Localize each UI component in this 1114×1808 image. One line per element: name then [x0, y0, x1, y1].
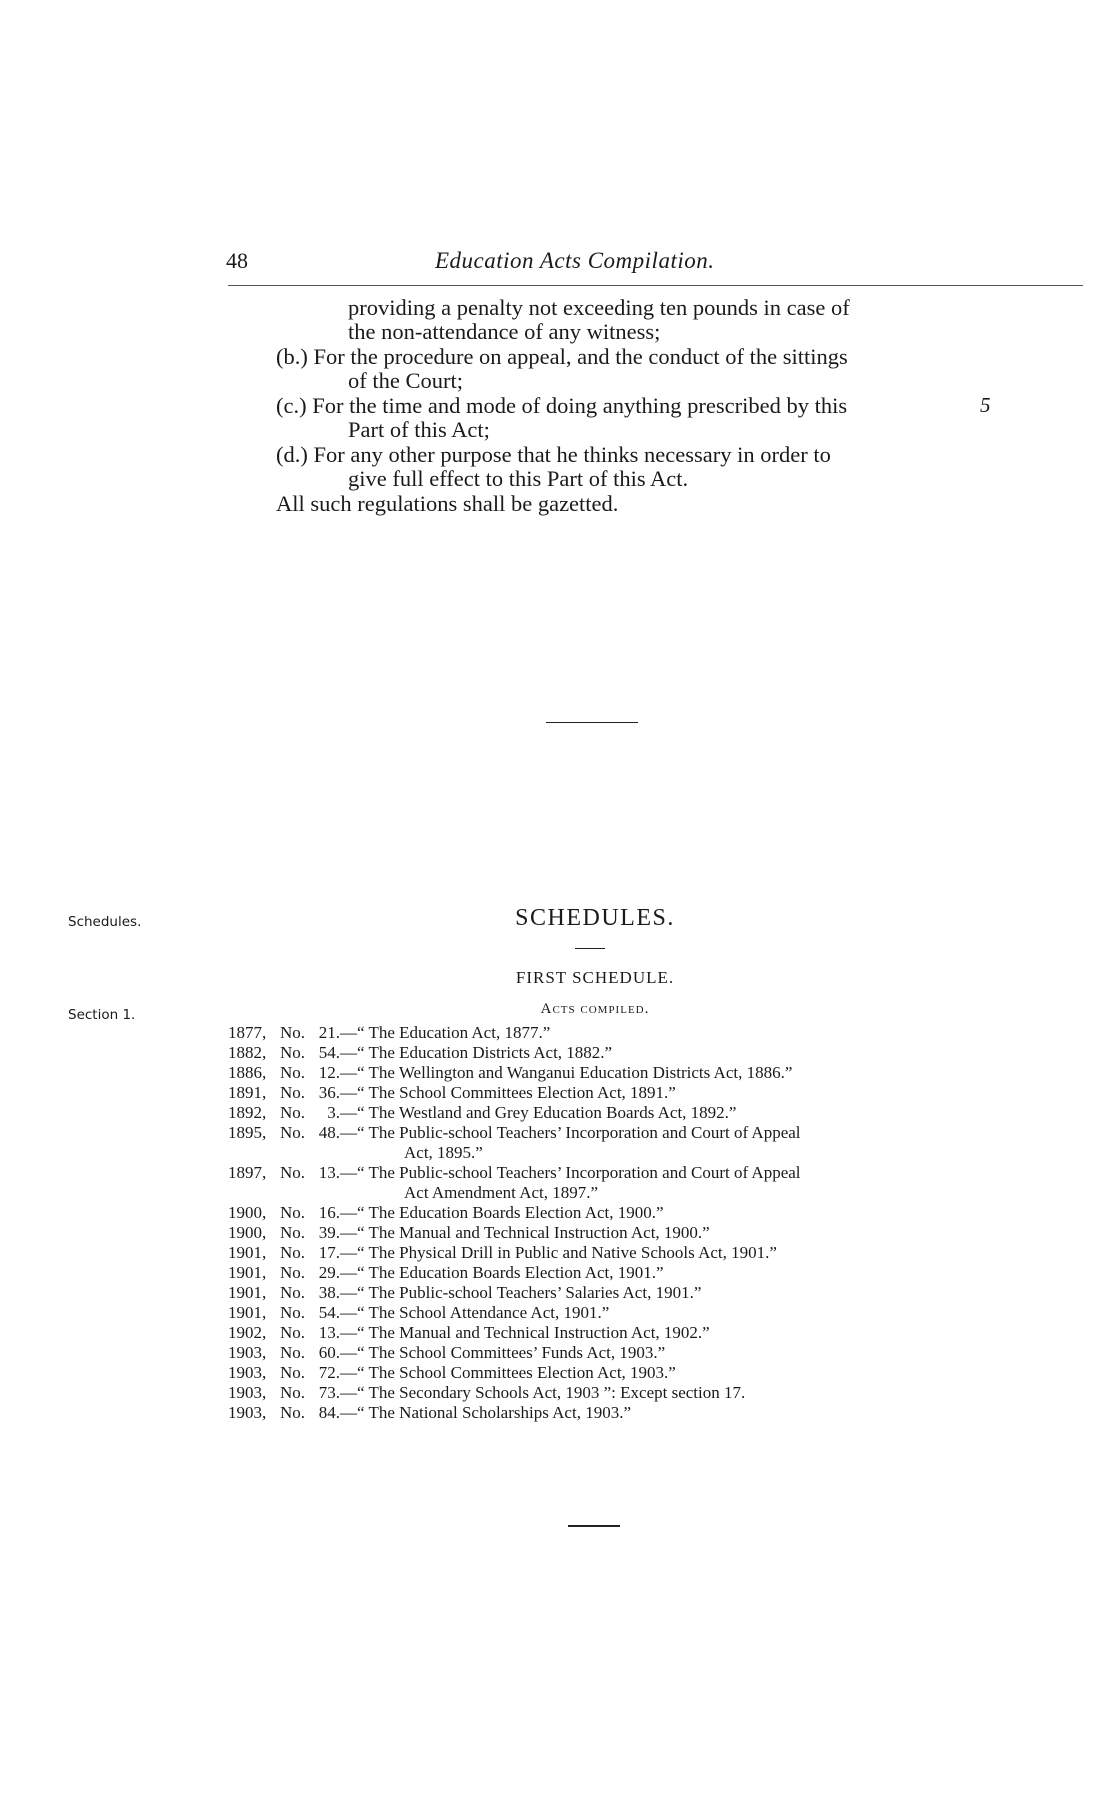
act-row: 1891, No. 36.—“ The School Committees Election Act, 1891.” [228, 1083, 676, 1102]
act-row: 1902, No. 13.—“ The Manual and Technical Instruction Act, 1902.” [228, 1323, 710, 1342]
act-row: 1897, No. 13.—“ The Public-school Teachers’ Incorporation and Court of Appeal [228, 1163, 801, 1182]
act-row: 1901, No. 17.—“ The Physical Drill in Public and Native Schools Act, 1901.” [228, 1243, 777, 1262]
header-rule [228, 285, 1083, 286]
running-title: Education Acts Compilation. [435, 248, 715, 273]
section-rule [546, 722, 638, 723]
act-row: 1882, No. 54.—“ The Education Districts Act, 1882.” [228, 1043, 613, 1062]
act-row: 1900, No. 39.—“ The Manual and Technical Instruction Act, 1900.” [228, 1223, 710, 1242]
schedules-heading: SCHEDULES. [515, 905, 675, 931]
act-row-continuation: Act Amendment Act, 1897.” [404, 1183, 599, 1202]
body-line-8: give full effect to this Part of this Act. [348, 466, 689, 491]
act-row: 1901, No. 38.—“ The Public-school Teachers’ Salaries Act, 1901.” [228, 1283, 702, 1302]
act-row: 1901, No. 29.—“ The Education Boards Election Act, 1901.” [228, 1263, 664, 1282]
body-line-1: providing a penalty not exceeding ten pounds in case of [348, 295, 850, 320]
act-row: 1901, No. 54.—“ The School Attendance Act, 1901.” [228, 1303, 610, 1322]
act-row: 1895, No. 48.—“ The Public-school Teachers’ Incorporation and Court of Appeal [228, 1123, 801, 1142]
body-line-5: (c.) For the time and mode of doing anything prescribed by this [276, 393, 848, 418]
line-number: 5 [980, 393, 991, 417]
act-row: 1877, No. 21.—“ The Education Act, 1877.” [228, 1023, 551, 1042]
act-row-continuation: Act, 1895.” [404, 1143, 483, 1162]
act-row: 1892, No. 3.—“ The Westland and Grey Education Boards Act, 1892.” [228, 1103, 737, 1122]
act-row: 1900, No. 16.—“ The Education Boards Election Act, 1900.” [228, 1203, 664, 1222]
act-row: 1903, No. 72.—“ The School Committees Election Act, 1903.” [228, 1363, 676, 1382]
page-number: 48 [226, 248, 248, 273]
body-line-7: (d.) For any other purpose that he thinks necessary in order to [276, 442, 831, 467]
act-row: 1903, No. 60.—“ The School Committees’ Funds Act, 1903.” [228, 1343, 666, 1362]
body-line-3: (b.) For the procedure on appeal, and the conduct of the sittings [276, 344, 848, 369]
act-row: 1903, No. 84.—“ The National Scholarships Act, 1903.” [228, 1403, 631, 1422]
margin-note-schedules: Schedules. [68, 914, 142, 930]
body-line-2: the non-attendance of any witness; [348, 319, 661, 344]
acts-compiled-subheading: Acts compiled. [540, 1001, 650, 1017]
first-schedule-heading: FIRST SCHEDULE. [515, 968, 675, 987]
body-line-6: Part of this Act; [348, 417, 490, 442]
body-line-4: of the Court; [348, 368, 463, 393]
end-rule [568, 1525, 620, 1527]
margin-note-section: Section 1. [68, 1007, 136, 1023]
schedules-short-rule [575, 948, 605, 949]
body-line-9: All such regulations shall be gazetted. [276, 491, 619, 516]
act-row: 1903, No. 73.—“ The Secondary Schools Act, 1903 ”: Except section 17. [228, 1383, 746, 1402]
act-row: 1886, No. 12.—“ The Wellington and Wanganui Education Districts Act, 1886.” [228, 1063, 793, 1082]
